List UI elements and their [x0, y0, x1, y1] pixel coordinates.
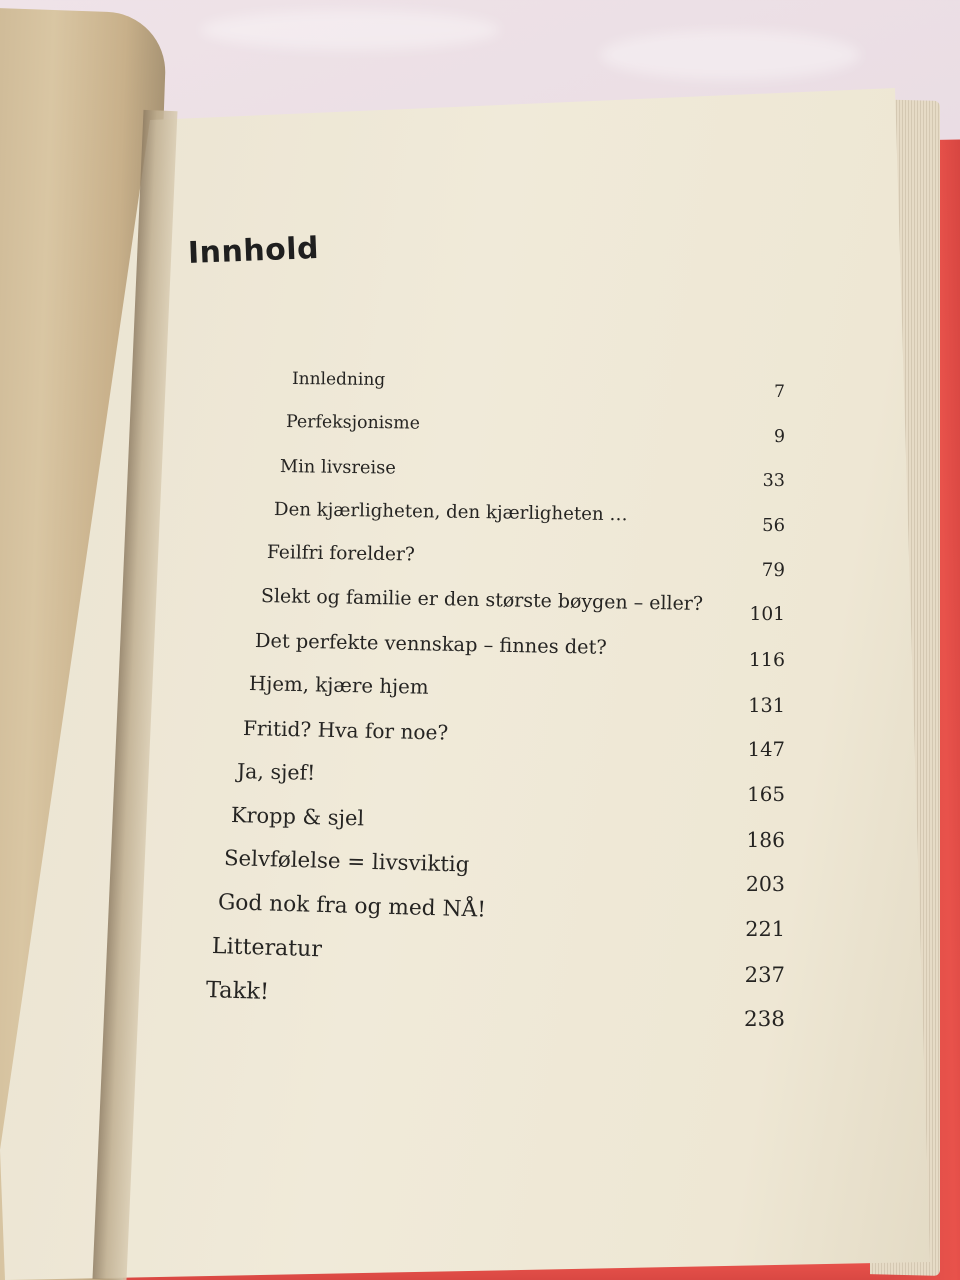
toc-entry-title: Den kjærligheten, den kjærligheten … — [273, 498, 628, 526]
toc-entry-title: Selvfølelse = livsviktig — [224, 846, 471, 878]
toc-entry-page: 101 — [749, 604, 785, 626]
toc-entry-page: 131 — [748, 693, 785, 717]
toc-entry-title: Hjem, kjære hjem — [248, 672, 429, 699]
toc-entry-title: Perfeksjonisme — [285, 412, 420, 434]
toc-entry-page: 203 — [745, 872, 785, 897]
toc-entry-title: Litteratur — [211, 933, 323, 963]
toc-entry-title: Min livsreise — [279, 455, 396, 479]
toc-entry-page: 237 — [744, 961, 785, 987]
toc-entry-page: 7 — [774, 382, 785, 403]
toc-entry-title: Feilfri forelder? — [267, 542, 416, 566]
toc-entry-page: 9 — [773, 426, 785, 447]
toc-entry-title: Kropp & sjel — [230, 802, 364, 831]
toc-entry-page: 116 — [748, 648, 785, 671]
toc-entry-title: Ja, sjef! — [236, 759, 316, 785]
toc-entry-page: 186 — [746, 827, 785, 852]
toc-entry-page: 56 — [762, 515, 785, 537]
toc-entry-title: Fritid? Hva for noe? — [242, 715, 449, 745]
toc-entry-title: Slekt og familie er den største bøygen – eller? — [261, 585, 704, 616]
toc-entry-page: 238 — [743, 1006, 785, 1032]
toc-entry-title: Det perfekte vennskap – finnes det? — [254, 628, 608, 659]
toc-entry-page: 33 — [762, 470, 785, 491]
toc-entry-page: 221 — [745, 917, 785, 942]
page-title: Innhold — [187, 230, 320, 271]
toc-entry-page: 147 — [747, 738, 785, 762]
toc-entry-page: 165 — [747, 782, 785, 806]
toc-entry-title: Takk! — [205, 977, 270, 1006]
toc-entry-title: Innledning — [291, 369, 386, 391]
toc-entry-page: 79 — [761, 559, 785, 581]
toc-entry-title: God nok fra og med NÅ! — [217, 889, 487, 923]
